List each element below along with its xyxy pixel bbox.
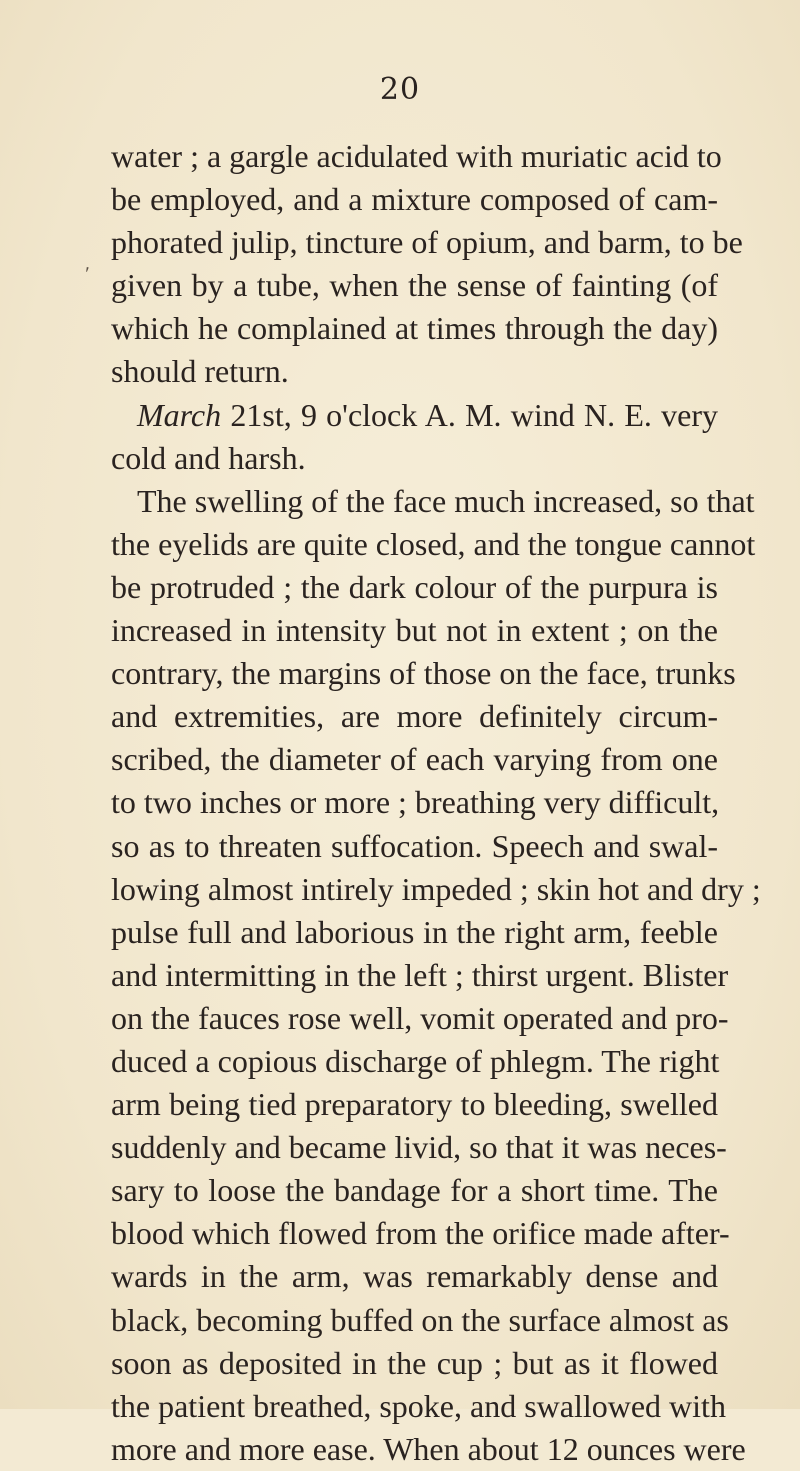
date-entry-line bbox=[111, 394, 718, 437]
text-line: black, becoming buffed on the surface almost as bbox=[111, 1301, 729, 1338]
text-line: arm being tied preparatory to bleeding, swelled bbox=[111, 1086, 718, 1123]
text-line: pulse full and laborious in the right arm, feeble bbox=[111, 913, 718, 950]
text-line: and intermitting in the left ; thirst urgent. Blister bbox=[111, 956, 729, 993]
text-line: wards in the arm, was remarkably dense and bbox=[111, 1258, 718, 1295]
text-line: contrary, the margins of those on the face, trunks bbox=[111, 655, 736, 692]
text-line: lowing almost intirely impeded ; skin hot and dry ; bbox=[111, 870, 761, 907]
text-line: soon as deposited in the cup ; but as it flowed bbox=[111, 1344, 718, 1381]
margin-mark: ' bbox=[81, 262, 91, 286]
text-line: cold and harsh. bbox=[111, 439, 306, 476]
text-line: to two inches or more ; breathing very difficult, bbox=[111, 784, 720, 821]
date-month: March bbox=[137, 396, 222, 433]
text-line: and extremities, are more definitely circum- bbox=[111, 698, 718, 735]
text-line: blood which flowed from the orifice made after- bbox=[111, 1215, 730, 1252]
text-line: water ; a gargle acidulated with muriatic acid to bbox=[111, 138, 722, 174]
page-number: 20 bbox=[379, 72, 421, 107]
text-line: duced a copious discharge of phlegm. The right bbox=[111, 1042, 720, 1079]
text-line: increased in intensity but not in extent ; on the bbox=[111, 612, 718, 649]
text-line: be protruded ; the dark colour of the purpura is bbox=[111, 568, 718, 605]
text-line: given by a tube, when the sense of fainting (of bbox=[111, 267, 718, 304]
text-line: sary to loose the bandage for a short time. The bbox=[111, 1172, 718, 1209]
text-line: phorated julip, tincture of opium, and barm, to be bbox=[111, 224, 743, 261]
text-line: the eyelids are quite closed, and the tongue cannot bbox=[111, 525, 756, 562]
text-line: suddenly and became livid, so that it was neces- bbox=[111, 1129, 727, 1166]
text-line: the patient breathed, spoke, and swallowed with bbox=[111, 1387, 726, 1424]
text-line: more and more ease. When about 12 ounces were bbox=[111, 1430, 746, 1467]
paragraph-first-line: The swelling of the face much increased, so that bbox=[137, 482, 755, 519]
text-line: should return. bbox=[111, 353, 289, 390]
text-line: on the fauces rose well, vomit operated and pro- bbox=[111, 999, 729, 1036]
date-rest: 21st, 9 o'clock A. M. wind N. E. very bbox=[221, 396, 718, 433]
text-line: scribed, the diameter of each varying from one bbox=[111, 741, 718, 778]
text-line: which he complained at times through the day) bbox=[111, 310, 718, 347]
text-line: be employed, and a mixture composed of cam- bbox=[111, 181, 718, 218]
body-text bbox=[111, 135, 761, 1471]
text-line: so as to threaten suffocation. Speech and swal- bbox=[111, 827, 718, 864]
